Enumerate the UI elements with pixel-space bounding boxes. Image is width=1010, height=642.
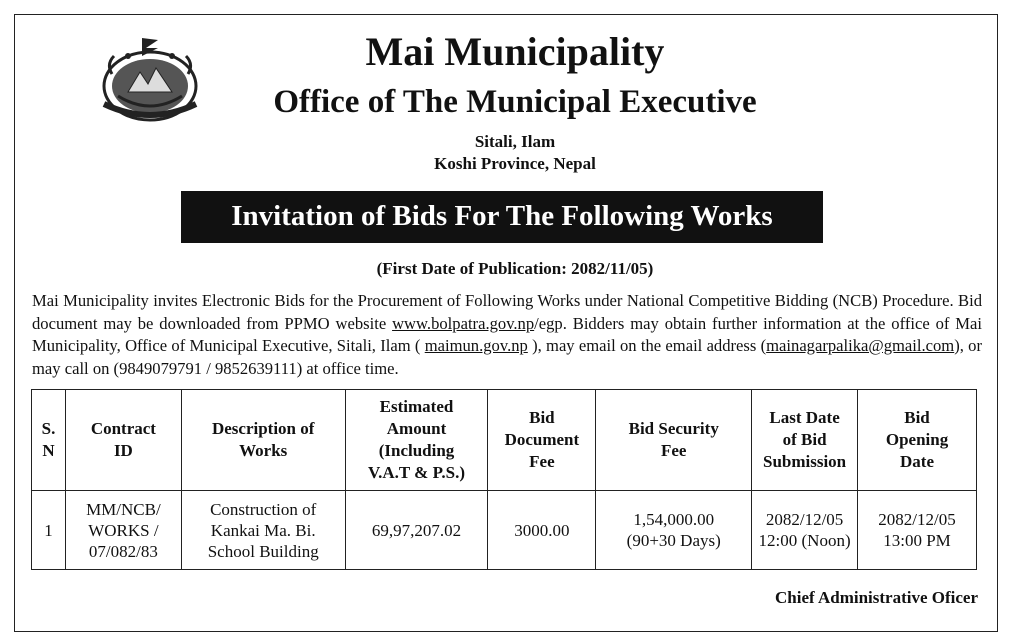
column-header-line: Description of xyxy=(211,419,315,438)
address-line-1: Sitali, Ilam xyxy=(474,132,556,151)
column-header-line: Fee xyxy=(529,452,555,471)
column-header-line: Bid xyxy=(904,408,930,427)
column-header-line: Contract xyxy=(90,419,156,438)
signatory: Chief Administrative Oficer xyxy=(774,588,978,607)
body-text-part4: ), or may call on (9849079791 / 9852639111) at office time. xyxy=(32,336,982,378)
table-cell-line: 69,97,207.02 xyxy=(371,520,462,540)
table-cell xyxy=(181,491,345,570)
column-header-line: (Including xyxy=(378,441,455,460)
column-header-line: V.A.T & P.S.) xyxy=(368,463,466,482)
municipal-website-link[interactable]: maimun.gov.np xyxy=(424,336,528,355)
table-cell-line: 1 xyxy=(44,520,53,540)
table-cell-line: 07/082/83 xyxy=(88,541,158,561)
column-header-line: Date xyxy=(900,452,935,471)
table-row xyxy=(32,491,977,570)
table-cell-line: 1,54,000.00 xyxy=(633,510,715,529)
column-header-line: Bid Security xyxy=(628,419,719,438)
org-name: Mai Municipality xyxy=(365,29,665,74)
table-cell xyxy=(65,491,181,570)
notice-body xyxy=(32,290,982,380)
table-cell-line: Kankai Ma. Bi. xyxy=(210,520,316,540)
table-cell-line: Construction of xyxy=(210,499,317,519)
column-header-line: Amount xyxy=(386,419,447,438)
table-cell xyxy=(345,491,488,570)
publication-date: (First Date of Publication: 2082/11/05) xyxy=(376,259,654,278)
column-header xyxy=(65,390,181,491)
column-header-line: N xyxy=(42,441,55,460)
table-cell-line: MM/NCB/ xyxy=(86,499,161,519)
table-cell-line: 12:00 (Noon) xyxy=(758,531,851,550)
column-header-line: Fee xyxy=(660,441,687,460)
column-header-line: Last Date xyxy=(769,408,840,427)
table-header-row xyxy=(32,390,977,491)
ppmo-website-link[interactable]: www.bolpatra.gov.np xyxy=(392,313,535,333)
table-cell-line: (90+30 Days) xyxy=(626,531,721,550)
body-text-part2: /egp. Bidders may obtain further information at the office of Mai Municipality, Office of Municipal Executive, Sitali, Ilam ( xyxy=(32,313,983,355)
column-header-line: Opening xyxy=(885,430,949,449)
column-header-line: Works xyxy=(239,441,288,460)
column-header-line: Bid xyxy=(529,408,555,427)
notice-title: Invitation of Bids For The Following Works xyxy=(181,191,823,243)
table-cell-line: 13:00 PM xyxy=(883,531,951,550)
table-cell-line: WORKS / xyxy=(88,520,159,540)
column-header-line: S. xyxy=(41,419,56,438)
column-header xyxy=(752,390,858,491)
column-header xyxy=(32,390,66,491)
table-cell xyxy=(488,491,596,570)
table-cell-line: 3000.00 xyxy=(514,520,570,540)
body-text-part3: ), may email on the email address ( xyxy=(527,336,767,355)
table-cell xyxy=(858,491,977,570)
table-cell xyxy=(32,491,66,570)
column-header xyxy=(181,390,345,491)
column-header xyxy=(488,390,596,491)
body-text-part1: Mai Municipality invites Electronic Bids for the Procurement of Following Works under National Competitive Bidding (NCB) Procedure. Bid document may be downloaded from PPMO website xyxy=(32,291,982,333)
table-cell xyxy=(752,491,858,570)
column-header xyxy=(858,390,977,491)
table-cell-line: 2082/12/05 xyxy=(878,510,956,529)
address-line-2: Koshi Province, Nepal xyxy=(434,154,596,173)
column-header-line: of Bid xyxy=(782,430,827,449)
column-header-line: Estimated xyxy=(379,397,454,416)
email-link[interactable]: mainagarpalika@gmail.com xyxy=(766,336,955,355)
column-header-line: ID xyxy=(113,441,133,460)
office-name: Office of The Municipal Executive xyxy=(273,84,757,120)
column-header xyxy=(596,390,752,491)
table-cell-line: School Building xyxy=(207,541,319,561)
column-header-line: Submission xyxy=(762,452,847,471)
table-cell xyxy=(596,491,752,570)
bids-table xyxy=(31,389,977,570)
column-header-line: Document xyxy=(504,430,580,449)
table-cell-line: 2082/12/05 xyxy=(765,510,844,529)
column-header xyxy=(345,390,488,491)
